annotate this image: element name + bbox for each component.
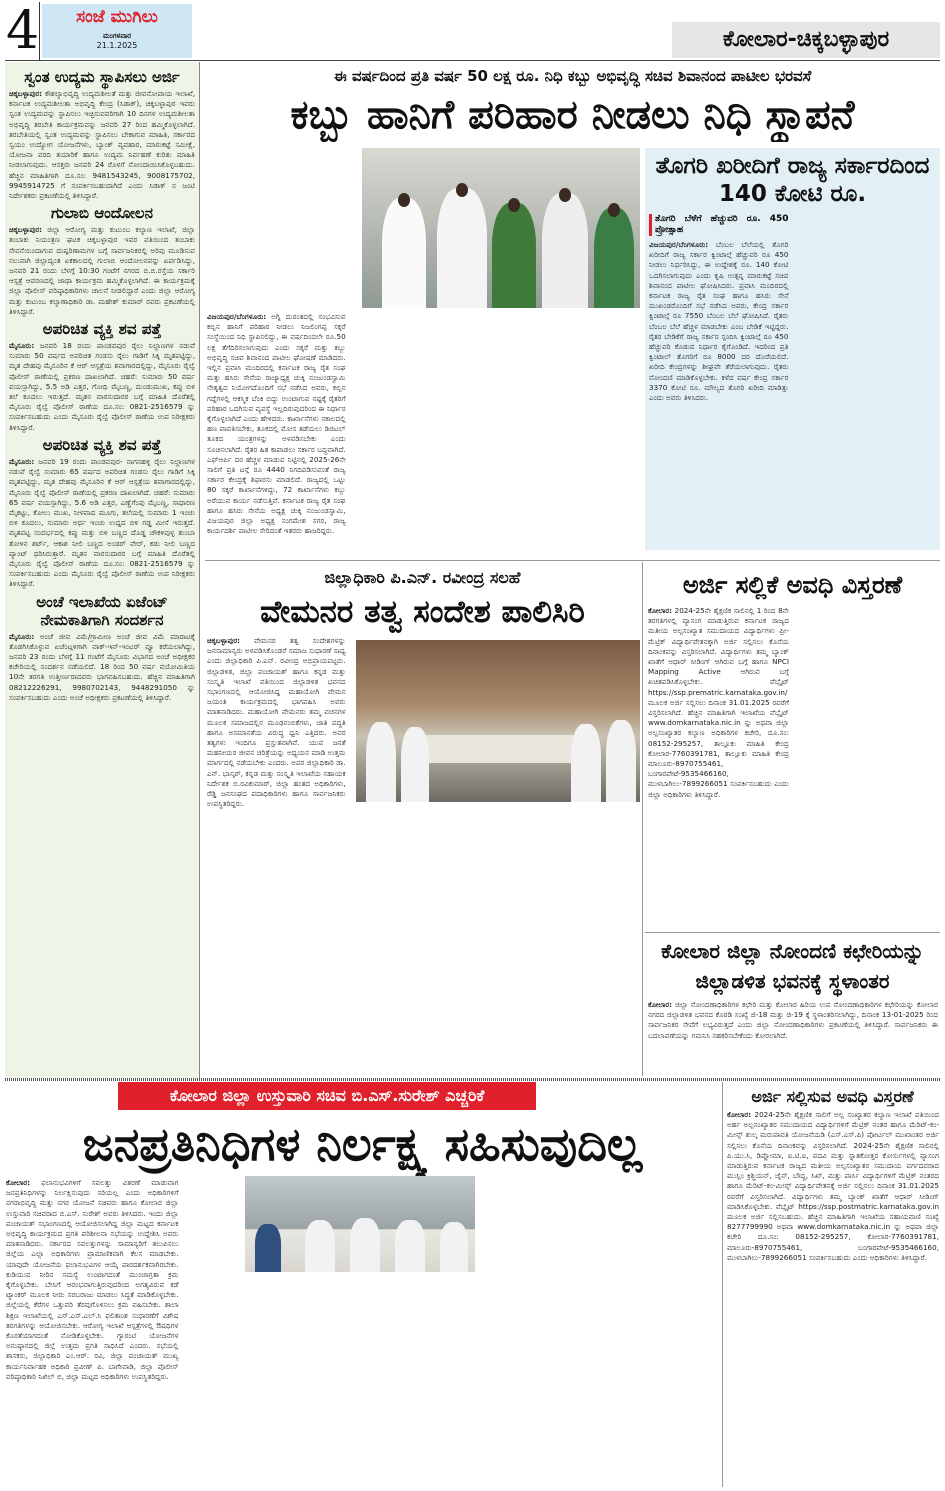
left-briefs-column — [5, 62, 200, 1078]
second-dateline: ಚಿಕ್ಕಬಳ್ಳಾಪುರ: — [207, 636, 241, 645]
brief-title: ಅಪರಿಚಿತ ವ್ಯಕ್ತಿ ಶವ ಪತ್ತೆ — [42, 320, 162, 339]
bottom-right-body-text: 2024-25ನೇ ಶೈಕ್ಷಣಿಕ ಸಾಲಿಗೆ ಅಲ್ಪ ಸಂಖ್ಯಾತರ ಕಲ್ಯಾಣ ಇಲಾಖೆ ವತಿಯಿಂದ ಅರ್ಹ ಅಲ್ಪಸಂಖ್ಯಾತರ ಸಮುದಾಯದ ವಿದ್ಯಾರ್ಥಿಗಳಿಗೆ ಮೆಟ್ರಿಕ್ ನಂತರ ಹಾಗೂ ಮೆರಿಟ್-ಕಂ- ಮೀನ್ಸ್ ಶುಲ್ಕ ಮರುಪಾವತಿ ಯೋಜನೆಯಡಿ (ಎಸ್.ಎಸ್.ಪಿ) ಪೋರ್ಟಲ್ ಮುಖಾಂತರ ಅರ್ಜಿ ಸಲ್ಲಿಸಲು ಕೊನೆಯ ದಿನಾಂಕವನ್ನು ವಿಸ್ತರಿಸಲಾಗಿದೆ. 2024-25ನೇ ಶೈಕ್ಷಣಿಕ ಸಾಲಿನಲ್ಲಿ ಪಿ.ಯು.ಸಿ, ಡಿಪ್ಲೋಮಾ, ಐ.ಟಿ.ಐ, ಪದವಿ ಮತ್ತು ಸ್ನಾತಕೋತ್ತರ ಕೋರ್ಸುಗಳಲ್ಲಿ ವ್ಯಾಸಂಗ ಮಾಡುತ್ತಿರುವ ಕರ್ನಾಟಕ ರಾಜ್ಯದ ಮತೀಯ ಅಲ್ಪಸಂಖ್ಯಾತರ ಸಮುದಾಯ ವರ್ಗದವರಾದ ಮುಸ್ಲಿಂ ಕ್ರಿಶ್ಚಿಯನ್, ಜೈನ್, ಬೌದ್ಧ, ಸಿಖ್, ಮತ್ತು ಪಾರ್ಸಿ ವಿದ್ಯಾರ್ಥಿಗಳಿಗೆ ಮೆಟ್ರಿಕ್ ನಂತರದ ಹಾಗೂ ಮೆರಿಟ್-ಕಂ-ಮೀನ್ಸ್ ವಿದ್ಯಾರ್ಥಿವೇತನಕ್ಕೆ ಅರ್ಜಿ ಸಲ್ಲಿಸಲು ದಿನಾಂಕ 31.01.2025 ರವರೆಗೆ ವಿಸ್ತರಿಸಲಾಗಿದೆ. ವಿದ್ಯಾರ್ಥಿಗಳು ತಮ್ಮ ಬ್ಯಾಂಕ್ ಖಾತೆಗೆ ಆಧಾರ್ ಸೀಡಿಂಗ್ ಮಾಡಿಸಿಕೊಳ್ಳಬೇಕು. ವೆಬ್ಸೈಟ್ https://ssp.postmatric.karnataka.gov.in ಮೂಲಕ ಅರ್ಜಿ ಸಲ್ಲಿಸಬಹುದು. ಹೆಚ್ಚಿನ ಮಾಹಿತಿಗಾಗಿ ಇಲಾಖೆಯ ಸಹಾಯವಾಣಿ ಸಂಖ್ಯೆ 8277799990 ಅಥವಾ www.domkarnataka.nic.in ನ್ನು ಅಥವಾ ಜಿಲ್ಲಾ ಕಚೇರಿ ದೂ.ಸಂ: 08152-295257, ಕೋಲಾರ-7760391781, ಮಾಲೂರು-8970755461, ಬಂಗಾರಪೇಟೆ-9535466160, ಮುಳಬಾಗಿಲು-7899266051 ಸಂಪರ್ಕಿಸಬಹುದು ಎಂದು ಅಧಿಕಾರಿಗಳು ತಿಳಿಸಿದ್ದಾರೆ. — [727, 1110, 939, 1262]
lead-body-text: ಅಗ್ನಿ ದುರಂತದಲ್ಲಿ ಸಂಭವಿಸುವ ಕಬ್ಬಿನ ಹಾನಿಗೆ ಪರಿಹಾರ ನೀಡಲು ನಿಜಲಿಂಗಪ್ಪ ಸಕ್ಕರೆ ಸಂಸ್ಥೆಯಿಂದ ನಿಧಿ ಸ್ಥಾಪಿಸಲಿದ್ದು, ಈ ವರ್ಷದಿಂದಲೇ ರೂ.50 ಲಕ್ಷ ತೆಗೆದಿರಿಸಲಾಗುವುದು ಎಂದು ಸಕ್ಕರೆ ಮತ್ತು ಕಬ್ಬು ಅಭಿವೃದ್ಧಿ ಸಚಿವ ಶಿವಾನಂದ ಪಾಟೀಲ ಘೋಷಣೆ ಮಾಡಿದರು. ಇಲ್ಲಿನ ಪ್ರವಾಸಿ ಮಂದಿರದಲ್ಲಿ ಕರ್ನಾಟಕ ರಾಜ್ಯ ರೈತ ಸಂಘ ಮತ್ತು ಹಸಿರು ಸೇನೆಯ ರಾಜ್ಯಾಧ್ಯಕ್ಷ ಚುಕ್ಕಿ ನಂಜುಂಡಸ್ವಾಮಿ ನೇತೃತ್ವದ ನಿಯೋಗದೊಂದಿಗೆ ಸಭೆ ನಡೆಸಿದ ಅವರು, ಕಬ್ಬಿನ ಗದ್ದೆಗಳಲ್ಲಿ ಆಕಸ್ಮಿಕ ಬೆಂಕಿ ಬಿದ್ದು ಉಂಟಾಗುವ ನಷ್ಟಕ್ಕೆ ರೈತರಿಗೆ ಪರಿಹಾರ ಒದಗಿಸುವ ವ್ಯವಸ್ಥೆ ಇಲ್ಲದಿರುವುದರಿಂದ ಈ ನಿರ್ಧಾರ ಕೈಗೊಳ್ಳಲಾಗಿದೆ ಎಂದು ಹೇಳಿದರು. ಕಾರ್ಖಾನೆಗಳು ಸಕಾಲದಲ್ಲಿ ಹಣ ಪಾವತಿಸಬೇಕು, ತೂಕದಲ್ಲಿ ಮೋಸ ತಡೆಯಲು ಡಿಜಿಟಲ್ ತೂಕದ ಯಂತ್ರಗಳನ್ನು ಅಳವಡಿಸಬೇಕು ಎಂದು ಸೂಚಿಸಲಾಗಿದೆ. ರೈತರ ಹಿತ ಕಾಪಾಡಲು ಸರ್ಕಾರ ಬದ್ಧವಾಗಿದೆ. ಎಫ್ಆರ್ಪಿ ದರ ಹೆಚ್ಚಳ ಮಾಡುವ ನಿಟ್ಟಿನಲ್ಲಿ 2025-26ನೇ ಸಾಲಿಗೆ ಪ್ರತಿ ಟನ್ಗೆ ರೂ 4440 ನಿಗದಿಪಡಿಸುವಂತೆ ರಾಜ್ಯ ಸರ್ಕಾರ ಕೇಂದ್ರಕ್ಕೆ ಶಿಫಾರಸು ಮಾಡಲಿದೆ. ರಾಜ್ಯದಲ್ಲಿ ಒಟ್ಟು 80 ಸಕ್ಕರೆ ಕಾರ್ಖಾನೆಗಳಿದ್ದು, 72 ಕಾರ್ಖಾನೆಗಳು ಕಬ್ಬು ಅರೆಯುವ ಕಾರ್ಯ ನಡೆಸುತ್ತಿವೆ. ಕರ್ನಾಟಕ ರಾಜ್ಯ ರೈತ ಸಂಘ ಹಾಗೂ ಹಸಿರು ಸೇನೆಯ ಅಧ್ಯಕ್ಷ ಚುಕ್ಕಿ ನಂಜುಂಡಸ್ವಾಮಿ, ವಿಜಯಪುರ ಜಿಲ್ಲಾ ಅಧ್ಯಕ್ಷ ಸಂಗಮೇಶ ಸಗರ, ರಾಜ್ಯ ಕಾರ್ಯದರ್ಶಿ ಪಾಟೀಲ ಸೇರಿದಂತೆ ಇತರರು ಹಾಜರಿದ್ದರು. — [207, 312, 346, 536]
page-number: 4 — [6, 2, 40, 60]
bottom-right-body — [727, 1110, 939, 1486]
brief — [9, 68, 195, 201]
second-photo — [356, 640, 640, 802]
brief — [9, 436, 195, 590]
issue-day: ಮಂಗಳವಾರ — [102, 32, 131, 40]
brief-title: ಅಂಚೆ ಇಲಾಖೆಯ ಏಜೆಂಟ್ ನೇಮಕಾತಿಗಾಗಿ ಸಂದರ್ಶನ — [36, 592, 168, 629]
side-dateline: ವಿಜಯಪುರ/ಬೆಂಗಳೂರು: — [649, 240, 709, 249]
bottom-photo — [245, 1176, 475, 1272]
deadline-headline: ಅರ್ಜಿ ಸಲ್ಲಿಕೆ ಅವಧಿ ವಿಸ್ತರಣೆ — [682, 571, 903, 599]
brief-dateline: ಚಿಕ್ಕಬಳ್ಳಾಪುರ: — [9, 225, 43, 235]
brief-dateline: ಮೈಸೂರು: — [9, 456, 35, 466]
brief-body: ಜಿಲ್ಲಾ ಆರೋಗ್ಯ ಮತ್ತು ಕುಟುಂಬ ಕಲ್ಯಾಣ ಇಲಾಖೆ, ಜಿಲ್ಲಾ ತಂಬಾಕು ನಿಯಂತ್ರಣ ಘಟಕ ಚಿಕ್ಕಬಳ್ಳಾಪುರ ಇವರ ವತಿಯಿಂದ ತಂಬಾಕು ಸೇವನೆಯಿಂದಾಗುವ ದುಷ್ಪರಿಣಾಮಗಳ ಬಗ್ಗೆ ಸಾರ್ವಜನಿಕರಲ್ಲಿ ಅರಿವು ಮೂಡಿಸುವ ಸಲುವಾಗಿ ಜಿಲ್ಲಾದ್ಯಂತ ಏಕಕಾಲದಲ್ಲಿ ಗುಲಾಬಿ ಆಂದೋಲನವನ್ನು ಏರ್ಪಡಿಸಿದ್ದು, ಜನವರಿ 21 ರಂದು ಬೆಳಗ್ಗೆ 10:30 ಗಂಟೆಗೆ ನಗರದ ಬಿ.ಬಿ.ರಸ್ತೆಯ ಸರ್ಕಾರಿ ಆಸ್ಪತ್ರೆ ಆವರಣದಲ್ಲಿ ಜಾಥಾ ಕಾರ್ಯಕ್ರಮ ಹಮ್ಮಿಕೊಳ್ಳಲಾಗಿದೆ. ಈ ಕಾರ್ಯಕ್ರಮಕ್ಕೆ ಜಿಲ್ಲಾ ಪೊಲೀಸ್ ವರಿಷ್ಠಾಧಿಕಾರಿಗಳು ಚಾಲನೆ ನೀಡಲಿದ್ದಾರೆ ಎಂದು ಜಿಲ್ಲಾ ಆರೋಗ್ಯ ಮತ್ತು ಕುಟುಂಬ ಕಲ್ಯಾಣಾಧಿಕಾರಿ ಡಾ. ಮಹೇಶ್ ಕುಮಾರ್ ರವರು ಪ್ರಕಟಣೆಯಲ್ಲಿ ತಿಳಿಸಿದ್ದಾರೆ. — [9, 225, 195, 316]
brief-dateline: ಚಿಕ್ಕಬಳ್ಳಾಪುರ: — [9, 89, 43, 98]
lead-headline: ಕಬ್ಬು ಹಾನಿಗೆ ಪರಿಹಾರ ನೀಡಲು ನಿಧಿ ಸ್ಥಾಪನೆ — [290, 92, 855, 138]
second-kicker: ಜಿಲ್ಲಾಧಿಕಾರಿ ಪಿ.ಎನ್. ರವೀಂದ್ರ ಸಲಹೆ — [324, 568, 521, 587]
brief-body: ಜನವರಿ 19 ರಂದು ಪಾಂಡವಪುರ- ನಾಗನಹಳ್ಳಿ ರೈಲು ನಿಲ್ದಾಣಗಳ ನಡುವೆ ರೈಲ್ವೆ ಸುಮಾರು 65 ವರ್ಷದ ಅಪರಿಚಿತ ಗಂಡಸು ರೈಲು ಗಾಡಿಗೆ ಸಿಕ್ಕಿ ಮೃತಪಟ್ಟಿದ್ದು, ಮೃತ ದೇಹವು ಮೈಸೂರಿನ ಕೆ ಆರ್ ಆಸ್ಪತ್ರೆಯ ಶವಾಗಾರದಲ್ಲಿದ್ದು, ಮೈಸೂರು ರೈಲ್ವೆ ಪೊಲೀಸ್ ಠಾಣೆಯಲ್ಲಿ ಪ್ರಕರಣ ದಾಖಲಾಗಿದೆ. ಚಹರೆ: ಸುಮಾರು 65 ವರ್ಷ ವಯಸ್ಸಾಗಿದ್ದು, 5.6 ಅಡಿ ಎತ್ತರ, ಎಣ್ಣೆಗೆಂಪು ಮೈಬಣ್ಣ, ಸಾಧಾರಣ ಮೈಕಟ್ಟು, ಕೋಲು ಮುಖ, ನೀಳವಾದ ಮೂಗು, ತಲೆಯಲ್ಲಿ ಸುಮಾರು 1 ಇಂಚು ಬಿಳಿ ಕೂದಲು, ಸುಮಾರು ಅರ್ಧ ಇಂಚು ಉದ್ದದ ಬಿಳಿ ಗಡ್ಡ ಮೀಸೆ ಇರುತ್ತದೆ. ಮೃತಪಟ್ಟ ಸಂದರ್ಭದಲ್ಲಿ ಕಪ್ಪು ಮತ್ತು ಬಿಳಿ ಬಣ್ಣದ ದೊಡ್ಡ ಚೌಕಳಿವುಳ್ಳ ತುಂಬಾ ತೋಳಿನ ಶರ್ಟ್, ಆಕಾಶ ನೀಲಿ ಬಣ್ಣದ ಅಂಡರ್ ವೇರ್, ಕಡು ನೀಲಿ ಬಣ್ಣದ ಪ್ಯಾಂಟ್ ಧರಿಸಿರುತ್ತಾರೆ. ಮೃತನ ವಾರಸುದಾರರ ಬಗ್ಗೆ ಮಾಹಿತಿ ದೊರೆತಲ್ಲಿ ಮೈಸೂರು ರೈಲ್ವೆ ಪೊಲೀಸ್ ಠಾಣೆಯ ದೂ.ಸಂ: 0821-2516579 ನ್ನು ಸಂಪರ್ಕಿಸಬಹುದು ಎಂದು ಮೈಸೂರು ರೈಲ್ವೆ ಪೊಲೀಸ್ ಠಾಣೆಯ ಉಪ ನಿರೀಕ್ಷಕರು ತಿಳಿಸಿದ್ದಾರೆ. — [9, 456, 195, 589]
registry-body — [648, 1000, 938, 1074]
deadline-body — [648, 606, 938, 926]
bottom-body-text: ಫಲಾನುಭವಿಗಳಿಗೆ ಸವಲತ್ತು ವಿತರಣೆ ಮಾಡುವಾಗ ಜನಪ್ರತಿನಿಧಿಗಳನ್ನು ನಿರ್ಲಕ್ಷಿಸುವುದು ಸರಿಯಲ್ಲ ಎಂದು ಅಧಿಕಾರಿಗಳಿಗೆ ನಗರಾಭಿವೃದ್ಧಿ ಮತ್ತು ನಗರ ಯೋಜನೆ ಸಚಿವರು ಹಾಗೂ ಕೋಲಾರ ಜಿಲ್ಲಾ ಉಸ್ತುವಾರಿ ಸಚಿವರಾದ ಬಿ.ಎಸ್. ಸುರೇಶ್ ಅವರು ತಿಳಿಸಿದರು. ಇಂದು ಜಿಲ್ಲಾ ಪಂಚಾಯತ್ ಸಭಾಂಗಣದಲ್ಲಿ ಆಯೋಜಿಸಲಾಗಿದ್ದ ಜಿಲ್ಲಾ ಮಟ್ಟದ ಕರ್ನಾಟಕ ಅಭಿವೃದ್ಧಿ ಕಾರ್ಯಕ್ರಮದ ಪ್ರಗತಿ ಪರಿಶೀಲನಾ ಸಭೆಯನ್ನು ಉದ್ದೇಶಿಸಿ ಅವರು ಮಾತನಾಡಿದರು. ಸರ್ಕಾರದ ಸವಲತ್ತುಗಳನ್ನು ಸಾಮಾನ್ಯರಿಗೆ ತಲುಪಿಸಲು ಜಿಲ್ಲೆಯ ಎಲ್ಲಾ ಅಧಿಕಾರಿಗಳು ಪ್ರಾಮಾಣಿಕವಾಗಿ ಕೆಲಸ ಮಾಡಬೇಕು. ಯಾವುದೇ ಯೋಜನೆಯ ಫಲಾನುಭವಿಗಳ ಆಯ್ಕೆ ಪಾರದರ್ಶಕವಾಗಿರಬೇಕು. ಕುಡಿಯುವ ನೀರಿನ ಸಮಸ್ಯೆ ಉಂಟಾಗದಂತೆ ಮುಂಜಾಗ್ರತಾ ಕ್ರಮ ಕೈಗೊಳ್ಳಬೇಕು. ಬೇಸಿಗೆ ಆರಂಭವಾಗುತ್ತಿರುವುದರಿಂದ ಅಗತ್ಯವಿರುವ ಕಡೆ ಟ್ಯಾಂಕರ್ ಮೂಲಕ ನೀರು ಸರಬರಾಜು ಮಾಡಲು ಸಿದ್ಧತೆ ಮಾಡಿಕೊಳ್ಳಬೇಕು. ಜಿಲ್ಲೆಯಲ್ಲಿ ಕೆರೆಗಳ ಒತ್ತುವರಿ ತೆರವುಗೊಳಿಸಲು ಕ್ರಮ ವಹಿಸಬೇಕು. ಶಾಲಾ ಶಿಕ್ಷಣ ಇಲಾಖೆಯಲ್ಲಿ ಎಸ್.ಎಸ್.ಎಲ್.ಸಿ ಫಲಿತಾಂಶ ಸುಧಾರಣೆಗೆ ವಿಶೇಷ ತರಗತಿಗಳನ್ನು ಆಯೋಜಿಸಬೇಕು. ಆರೋಗ್ಯ ಇಲಾಖೆ ಆಸ್ಪತ್ರೆಗಳಲ್ಲಿ ಔಷಧಿಗಳ ಕೊರತೆಯಾಗದಂತೆ ನೋಡಿಕೊಳ್ಳಬೇಕು. ಗ್ಯಾರಂಟಿ ಯೋಜನೆಗಳ ಅನುಷ್ಠಾನದಲ್ಲಿ ಜಿಲ್ಲೆ ಉತ್ತಮ ಪ್ರಗತಿ ಸಾಧಿಸಿದೆ ಎಂದರು. ಸಭೆಯಲ್ಲಿ ಶಾಸಕರು, ಜಿಲ್ಲಾಧಿಕಾರಿ ಎಂ.ಆರ್. ರವಿ, ಜಿಲ್ಲಾ ಪಂಚಾಯತ್ ಮುಖ್ಯ ಕಾರ್ಯನಿರ್ವಾಹಕ ಅಧಿಕಾರಿ ಪ್ರವೀಣ್ ಪಿ. ಬಾಗೇವಾಡಿ, ಜಿಲ್ಲಾ ಪೊಲೀಸ್ ವರಿಷ್ಠಾಧಿಕಾರಿ ನಿಖಿಲ್ ಬಿ, ಜಿಲ್ಲಾ ಮಟ್ಟದ ಅಧಿಕಾರಿಗಳು ಉಪಸ್ಥಿತರಿದ್ದರು. — [6, 1178, 179, 1381]
bottom-headline: ಜನಪ್ರತಿನಿಧಿಗಳ ನಿರ್ಲಕ್ಷ್ಯ ಸಹಿಸುವುದಿಲ್ಲ — [82, 1117, 643, 1171]
brief — [9, 204, 195, 317]
logo-text: ಸಂಜೆ ಮುಗಿಲು — [76, 7, 158, 27]
registry-dateline: ಕೋಲಾರ: — [648, 1000, 673, 1009]
brief-dateline: ಮೈಸೂರು: — [9, 341, 35, 351]
photo-spacer — [207, 146, 346, 312]
bottom-banner: ಕೋಲಾರ ಜಿಲ್ಲಾ ಉಸ್ತುವಾರಿ ಸಚಿವ ಬಿ.ಎಸ್.ಸುರೇಶ್ ಎಚ್ಚರಿಕೆ — [118, 1082, 536, 1110]
bottom-dateline: ಕೋಲಾರ: — [6, 1178, 31, 1187]
bottom-right-headline: ಅರ್ಜಿ ಸಲ್ಲಿಸುವ ಅವಧಿ ವಿಸ್ತರಣೆ — [751, 1087, 914, 1106]
registry-headline: ಕೋಲಾರ ಜಿಲ್ಲಾ ನೋಂದಣಿ ಕಛೇರಿಯನ್ನು ಜಿಲ್ಲಾಡಳಿತ ಭವನಕ್ಕೆ ಸ್ಥಳಾಂತರ — [661, 939, 924, 993]
deadline-body-text: 2024-25ನೇ ಶೈಕ್ಷಣಿಕ ಸಾಲಿನಲ್ಲಿ 1 ರಿಂದ 8ನೇ ತರಗತಿಗಳಲ್ಲಿ ವ್ಯಾಸಂಗ ಮಾಡುತ್ತಿರುವ ಕರ್ನಾಟಕ ರಾಜ್ಯದ ಮತೀಯ ಅಲ್ಪಸಂಖ್ಯಾತ ಸಮುದಾಯದ ವಿದ್ಯಾರ್ಥಿಗಳು ಪ್ರೀ-ಮೆಟ್ರಿಕ್ ವಿದ್ಯಾರ್ಥಿವೇತನಕ್ಕಾಗಿ ಅರ್ಜಿ ಸಲ್ಲಿಸಲು ಕೊನೆಯ ದಿನಾಂಕವನ್ನು ವಿಸ್ತರಿಸಲಾಗಿದೆ. ವಿದ್ಯಾರ್ಥಿಗಳು ತಮ್ಮ ಬ್ಯಾಂಕ್ ಖಾತೆಗೆ ಆಧಾರ್ ಸೀಡಿಂಗ್ ಆಗಿರುವ ಬಗ್ಗೆ ಹಾಗೂ NPCI Mapping Active ಆಗಿರುವ ಬಗ್ಗೆ ಖಚಿತಪಡಿಸಿಕೊಳ್ಳಬೇಕು. ವೆಬ್ಸೈಟ್ https://ssp.prematric.karnataka.gov.in/ ಮೂಲಕ ಅರ್ಜಿ ಸಲ್ಲಿಸಲು ದಿನಾಂಕ 31.01.2025 ರವರೆಗೆ ವಿಸ್ತರಿಸಲಾಗಿದೆ. ಹೆಚ್ಚಿನ ಮಾಹಿತಿಗಾಗಿ ಇಲಾಖೆಯ ವೆಬ್ಸೈಟ್ www.domkarnataka.nic.in ನ್ನು ಅಥವಾ ಜಿಲ್ಲಾ ಅಲ್ಪಸಂಖ್ಯಾತರ ಕಲ್ಯಾಣ ಅಧಿಕಾರಿಗಳ ಕಚೇರಿ, ದೂ.ಸಂ: 08152-295257, ತಾಲ್ಲೂಕು ಮಾಹಿತಿ ಕೇಂದ್ರ ಕೋಲಾರ-7760391781, ತಾಲ್ಲೂಕು ಮಾಹಿತಿ ಕೇಂದ್ರ ಮಾಲೂರು-8970755461, ಬಂಗಾರಪೇಟೆ-9535466160, ಮುಳಬಾಗಿಲು-7899266051 ಸಂಪರ್ಕಿಸಬಹುದು ಎಂದು ಜಿಲ್ಲಾ ಅಧಿಕಾರಿಗಳು ತಿಳಿಸಿದ್ದಾರೆ. — [648, 606, 789, 799]
side-story-box — [645, 148, 940, 550]
brief-body: ಜನವರಿ 18 ರಂದು ಪಾಂಡವಪುರ ರೈಲು ನಿಲ್ದಾಣಗಳ ನಡುವೆ ಸುಮಾರು 50 ವರ್ಷದ ಅಪರಿಚಿತ ಗಂಡಸು ರೈಲು ಗಾಡಿಗೆ ಸಿಕ್ಕಿ ಮೃತಪಟ್ಟಿದ್ದು, ಮೃತ ದೇಹವು ಮೈಸೂರಿನ ಕೆ ಆರ್ ಆಸ್ಪತ್ರೆಯ ಶವಾಗಾರದಲ್ಲಿದ್ದು, ಮೈಸೂರು ರೈಲ್ವೆ ಪೊಲೀಸ್ ಠಾಣೆಯಲ್ಲಿ ಪ್ರಕರಣ ದಾಖಲಾಗಿದೆ. ಚಹರೆ: ಸುಮಾರು 50 ವರ್ಷ ವಯಸ್ಸಾಗಿದ್ದು, 5.5 ಅಡಿ ಎತ್ತರ, ಗೋಧಿ ಮೈಬಣ್ಣ, ದುಂಡುಮುಖ, ಕಪ್ಪು ಬಿಳಿ ತಲೆ ಕೂದಲು ಇರುತ್ತದೆ. ಮೃತನ ವಾರಸುದಾರರ ಬಗ್ಗೆ ಮಾಹಿತಿ ದೊರೆತಲ್ಲಿ ಮೈಸೂರು ರೈಲ್ವೆ ಪೊಲೀಸ್ ಠಾಣೆಯ ದೂ.ಸಂ: 0821-2516579 ನ್ನು ಸಂಪರ್ಕಿಸಬಹುದು ಎಂದು ಮೈಸೂರು ರೈಲ್ವೆ ಪೊಲೀಸ್ ಠಾಣೆಯ ಉಪ ನಿರೀಕ್ಷಕರು ತಿಳಿಸಿದ್ದಾರೆ. — [9, 341, 195, 432]
brief — [9, 593, 195, 703]
side-inset: ತೊಗರಿ ಬೆಳೆಗೆ ಹೆಚ್ಚುವರಿ ರೂ. 450 ಪ್ರೋತ್ಸಾಹ — [649, 214, 789, 236]
brief-title: ಸ್ವಂತ ಉದ್ಯಮ ಸ್ಥಾಪಿಸಲು ಅರ್ಜಿ — [24, 68, 180, 86]
bottom-right-dateline: ಕೋಲಾರ: — [727, 1110, 752, 1119]
brief-body: ಅಂಚೆ ಜೀವ ವಿಮೆ/ಗ್ರಾಮೀಣ ಅಂಚೆ ಜೀವ ವಿಮೆ ಮಾರಾಟಕ್ಕೆ ತೊಡಗಿಸಿಕೊಳ್ಳುವ ಏಜೆಂಟ್ಗಳಿಗಾಗಿ ವಾಕ್-ಇನ್-ಇಂಟರ್ ವ್ಯೂ ಕರೆಯಲಾಗಿದ್ದು, ಜನವರಿ 23 ರಂದು ಬೆಳಗ್ಗೆ 11 ಗಂಟೆಗೆ ಮೈಸೂರು ವಿಭಾಗದ ಅಂಚೆ ಅಧೀಕ್ಷಕರ ಕಚೇರಿಯಲ್ಲಿ ಸಂದರ್ಶನ ನಡೆಯಲಿದೆ. 18 ರಿಂದ 50 ವರ್ಷ ವಯೋಮಿತಿಯ 10ನೇ ತರಗತಿ ಉತ್ತೀರ್ಣರಾದವರು ಭಾಗವಹಿಸಬಹುದು. ಹೆಚ್ಚಿನ ಮಾಹಿತಿಗಾಗಿ 08212226291, 9980702143, 9448291050 ನ್ನು ಸಂಪರ್ಕಿಸಬಹುದು ಎಂದು ಅಂಚೆ ಅಧೀಕ್ಷಕರು ಪ್ರಕಟಣೆಯಲ್ಲಿ ತಿಳಿಸಿದ್ದಾರೆ. — [9, 631, 195, 702]
registry-body-text: ಜಿಲ್ಲಾ ನೋಂದಣಾಧಿಕಾರಿಗಳ ಕಛೇರಿ ಮತ್ತು ಕೋಲಾರ ಹಿರಿಯ ಉಪ ನೋಂದಣಾಧಿಕಾರಿಗಳ ಕಛೇರಿಯನ್ನು ಕೋಲಾರ ನಗರದ ಜಿಲ್ಲಾಡಳಿತ ಭವನದ ಕೊಠಡಿ ಸಂಖ್ಯೆ ಜಿ-18 ಮತ್ತು ಜಿ-19 ಕ್ಕೆ ಸ್ಥಳಾಂತರಿಸಲಾಗಿದ್ದು, ದಿನಾಂಕ 13-01-2025 ರಿಂದ ಸಾರ್ವಜನಿಕರ ಸೇವೆಗೆ ಲಭ್ಯವಿರುತ್ತದೆ ಎಂದು ಜಿಲ್ಲಾ ನೋಂದಣಾಧಿಕಾರಿಗಳು ಪ್ರಕಟಣೆಯಲ್ಲಿ ತಿಳಿಸಿದ್ದಾರೆ. ಸಾರ್ವಜನಿಕರು ಈ ಬದಲಾವಣೆಯನ್ನು ಗಮನಿಸಿ ಸಹಕರಿಸಬೇಕೆಂದು ಕೋರಲಾಗಿದೆ. — [648, 1000, 938, 1040]
masthead-logo — [42, 4, 192, 58]
section-tag: ಕೋಲಾರ-ಚಿಕ್ಕಬಳ್ಳಾಪುರ — [672, 22, 940, 58]
lead-kicker: ಈ ವರ್ಷದಿಂದ ಪ್ರತಿ ವರ್ಷ 50 ಲಕ್ಷ ರೂ. ನಿಧಿ ಕಬ್ಬು ಅಭಿವೃದ್ಧಿ ಸಚಿವ ಶಿವಾನಂದ ಪಾಟೀಲ ಭರವಸೆ — [333, 67, 812, 85]
brief-dateline: ಮೈಸೂರು: — [9, 631, 35, 641]
side-headline: ತೊಗರಿ ಖರೀದಿಗೆ ರಾಜ್ಯ ಸರ್ಕಾರದಿಂದ 140 ಕೋಟಿ ರೂ. — [655, 153, 930, 207]
brief-title: ಗುಲಾಬಿ ಆಂದೋಲನ — [51, 204, 153, 223]
side-body: ಬೆಂಬಲ ಬೆಲೆಯಲ್ಲಿ ತೊಗರಿ ಖರೀದಿಗೆ ರಾಜ್ಯ ಸರ್ಕಾರ ಕ್ವಿಂಟಾಲ್ಗೆ ಹೆಚ್ಚುವರಿ ರೂ 450 ನೀಡಲು ನಿರ್ಧರಿಸಿದ್ದು, ಈ ಉದ್ದೇಶಕ್ಕೆ ರೂ. 140 ಕೋಟಿ ಒದಗಿಸಲಾಗುವುದು ಎಂದು ಕೃಷಿ ಉತ್ಪನ್ನ ಮಾರುಕಟ್ಟೆ ಸಚಿವ ಶಿವಾನಂದ ಪಾಟೀಲ ಘೋಷಿಸಿದರು. ಪ್ರವಾಸಿ ಮಂದಿರದಲ್ಲಿ ಕರ್ನಾಟಕ ರಾಜ್ಯ ರೈತ ಸಂಘ ಹಾಗೂ ಹಸಿರು ಸೇನೆ ಮುಖಂಡರೊಂದಿಗೆ ಸಭೆ ನಡೆಸಿದ ಅವರು, ಕೇಂದ್ರ ಸರ್ಕಾರ ಕ್ವಿಂಟಾಲ್ಗೆ ರೂ 7550 ಬೆಂಬಲ ಬೆಲೆ ಘೋಷಿಸಿದೆ. ರೈತರು ಬೆಂಬಲ ಬೆಲೆ ಹೆಚ್ಚಳ ಮಾಡಬೇಕು ಎಂಬ ಬೇಡಿಕೆ ಇಟ್ಟಿದ್ದರು. ರೈತರ ಬೇಡಿಕೆಗೆ ರಾಜ್ಯ ಸರ್ಕಾರ ಸ್ಪಂದಿಸಿ ಕ್ವಿಂಟಾಲ್ಗೆ ರೂ 450 ಹೆಚ್ಚುವರಿ ಕೊಡುವ ನಿರ್ಧಾರ ಕೈಗೊಂಡಿದೆ. ಇದರಿಂದ ಪ್ರತಿ ಕ್ವಿಂಟಾಲ್ ತೊಗರಿಗೆ ರೂ 8000 ದರ ದೊರೆಯಲಿದೆ. ಖರೀದಿ ಕೇಂದ್ರಗಳನ್ನು ಶೀಘ್ರವೇ ತೆರೆಯಲಾಗುವುದು. ರೈತರು ನೋಂದಣಿ ಮಾಡಿಕೊಳ್ಳಬೇಕು. ಕಳೆದ ವರ್ಷ ಕೇಂದ್ರ ಸರ್ಕಾರ 3370 ಕೋಟಿ ರೂ. ಮೌಲ್ಯದ ತೊಗರಿ ಖರೀದಿ ಮಾಡಿತ್ತು ಎಂದು ಅವರು ತಿಳಿಸಿದರು. — [649, 240, 789, 403]
second-headline: ವೇಮನರ ತತ್ವ ಸಂದೇಶ ಪಾಲಿಸಿರಿ — [260, 594, 585, 630]
brief-body: ಕೌಶಲ್ಯಾಭಿವೃದ್ಧಿ ಉದ್ಯಮಶೀಲತೆ ಮತ್ತು ಜೀವನೋಪಾಯ ಇಲಾಖೆ, ಕರ್ನಾಟಕ ಉದ್ಯಮಶೀಲತಾ ಅಭಿವೃದ್ಧಿ ಕೇಂದ್ರ (ಸಿಡಾಕ್), ಚಿಕ್ಕಬಳ್ಳಾಪುರ ಇವರು ಸ್ವಂತ ಉದ್ಯಮವನ್ನು ಸ್ಥಾಪಿಸಲು ಇಚ್ಛಿಸುವವರಿಗಾಗಿ 10 ದಿನಗಳ ಉದ್ಯಮಶೀಲತಾ ಅಭಿವೃದ್ಧಿ ತರಬೇತಿ ಕಾರ್ಯಕ್ರಮವನ್ನು ಜನವರಿ 27 ರಿಂದ ಹಮ್ಮಿಕೊಳ್ಳಲಾಗಿದೆ. ತರಬೇತಿಯಲ್ಲಿ ಸ್ವಂತ ಉದ್ಯಮವನ್ನು ಸ್ಥಾಪಿಸಲು ಬೇಕಾಗುವ ಮಾಹಿತಿ, ಸರ್ಕಾರದ ಸ್ವಯಂ ಉದ್ಯೋಗ ಯೋಜನೆಗಳು, ಬ್ಯಾಂಕ್ ವ್ಯವಹಾರ, ಮಾರುಕಟ್ಟೆ ಸಮೀಕ್ಷೆ, ಯೋಜನಾ ವರದಿ ತಯಾರಿಕೆ ಹಾಗೂ ಉದ್ಯಮ ನಿರ್ವಹಣೆ ಕುರಿತು ಮಾಹಿತಿ ನೀಡಲಾಗುವುದು. ಆಸಕ್ತರು ಜನವರಿ 24 ರೊಳಗೆ ನೋಂದಾಯಿಸಿಕೊಳ್ಳಬಹುದು. ಹೆಚ್ಚಿನ ಮಾಹಿತಿಗಾಗಿ ದೂ.ಸಂ: 9481543245, 9008175702, 9945914725 ಗೆ ಸಂಪರ್ಕಿಸಬಹುದಾಗಿದೆ ಎಂದು ಸಿಡಾಕ್ ನ ಜಂಟಿ ನಿರ್ದೇಶಕರು ಪ್ರಕಟಣೆಯಲ್ಲಿ ತಿಳಿಸಿದ್ದಾರೆ. — [9, 89, 195, 201]
lead-photo — [362, 148, 640, 308]
brief-title: ಅಪರಿಚಿತ ವ್ಯಕ್ತಿ ಶವ ಪತ್ತೆ — [42, 435, 162, 454]
issue-date: 21.1.2025 — [96, 41, 138, 50]
brief — [9, 320, 195, 433]
second-body-text: ವೇಮನರ ತತ್ವ ಸಂದೇಶಗಳನ್ನು ಜನಸಾಮಾನ್ಯರು ಅಳವಡಿಸಿಕೊಂಡರೆ ಸಮಾಜ ಸುಧಾರಣೆ ಸಾಧ್ಯ ಎಂದು ಜಿಲ್ಲಾಧಿಕಾರಿ ಪಿ.ಎನ್. ರವೀಂದ್ರ ಅಭಿಪ್ರಾಯಪಟ್ಟರು. ಜಿಲ್ಲಾಡಳಿತ, ಜಿಲ್ಲಾ ಪಂಚಾಯತ್ ಹಾಗೂ ಕನ್ನಡ ಮತ್ತು ಸಂಸ್ಕೃತಿ ಇಲಾಖೆ ವತಿಯಿಂದ ಜಿಲ್ಲಾಡಳಿತ ಭವನದ ಸಭಾಂಗಣದಲ್ಲಿ ಆಯೋಜಿಸಿದ್ದ ಮಹಾಯೋಗಿ ವೇಮನ ಜಯಂತಿ ಕಾರ್ಯಕ್ರಮದಲ್ಲಿ ಭಾಗವಹಿಸಿ ಅವರು ಮಾತನಾಡಿದರು. ಮಹಾಯೋಗಿ ವೇಮನರು ತಮ್ಮ ವಚನಗಳ ಮೂಲಕ ಸಮಾಜದಲ್ಲಿನ ಮೂಢನಂಬಿಕೆಗಳು, ಜಾತಿ ಪದ್ಧತಿ ಹಾಗೂ ಅಸಮಾನತೆಯ ವಿರುದ್ಧ ಧ್ವನಿ ಎತ್ತಿದರು. ಅವರ ತತ್ವಗಳು ಇಂದಿಗೂ ಪ್ರಸ್ತುತವಾಗಿವೆ. ಯುವ ಜನತೆ ಮಹನೀಯರ ಜೀವನ ಚರಿತ್ರೆಯನ್ನು ಅಧ್ಯಯನ ಮಾಡಿ ಉತ್ತಮ ಮಾರ್ಗದಲ್ಲಿ ನಡೆಯಬೇಕು ಎಂದರು. ಅಪರ ಜಿಲ್ಲಾಧಿಕಾರಿ ಡಾ. ಎನ್. ಭಾಸ್ಕರ್, ಕನ್ನಡ ಮತ್ತು ಸಂಸ್ಕೃತಿ ಇಲಾಖೆಯ ಸಹಾಯಕ ನಿರ್ದೇಶಕ ಬಿ.ರವಿಕುಮಾರ್, ಜಿಲ್ಲಾ ಹಂತದ ಅಧಿಕಾರಿಗಳು, ರೆಡ್ಡಿ ಜನಸಂಘದ ಪದಾಧಿಕಾರಿಗಳು ಹಾಗೂ ಸಾರ್ವಜನಿಕರು ಉಪಸ್ಥಿತರಿದ್ದರು. — [207, 636, 346, 809]
deadline-dateline: ಕೋಲಾರ: — [648, 606, 673, 615]
lead-dateline: ವಿಜಯಪುರ/ಬೆಂಗಳೂರು: — [207, 312, 267, 321]
